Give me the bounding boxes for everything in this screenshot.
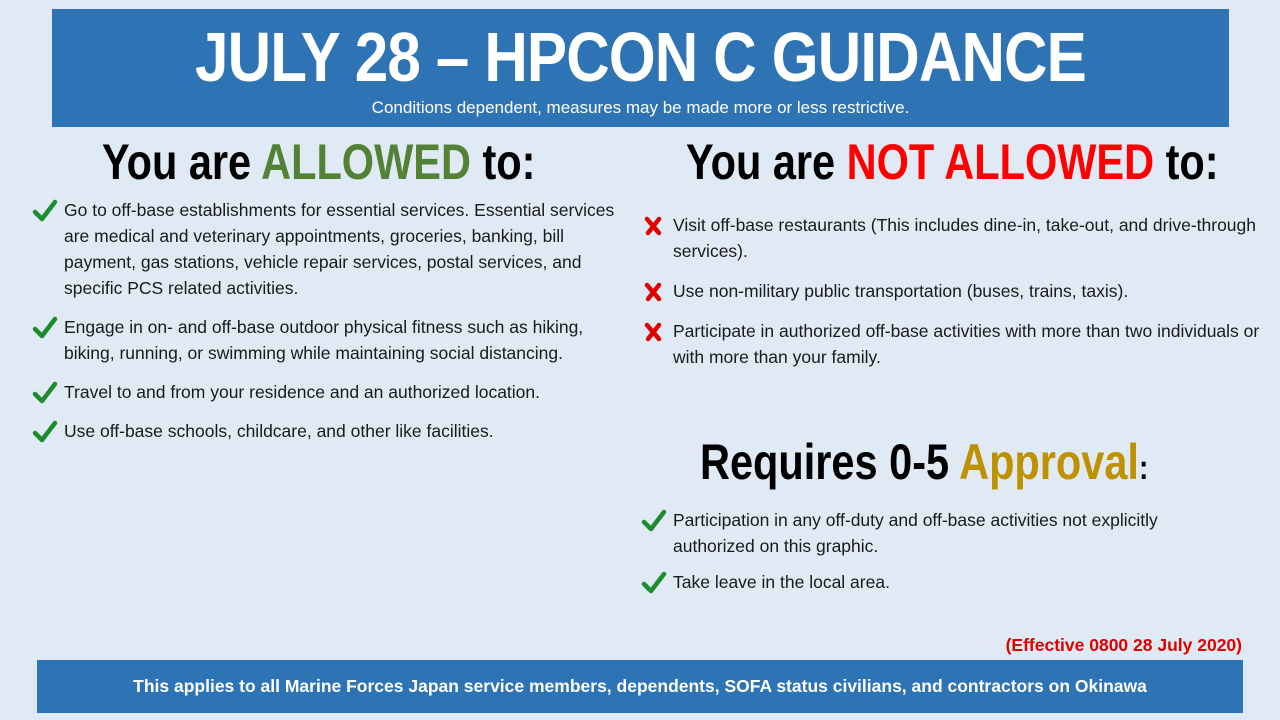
not-allowed-list (641, 212, 1266, 384)
title-banner (52, 9, 1229, 127)
footer-banner: This applies to all Marine Forces Japan service members, dependents, SOFA status civilians, and contractors on Okinawa (37, 660, 1243, 713)
list-item (641, 507, 1241, 559)
effective-date: (Effective 0800 28 July 2020) (1005, 635, 1242, 655)
not-allowed-keyword: NOT ALLOWED (846, 134, 1155, 190)
list-item-text: Use non-military public transportation (buses, trains, taxis). (673, 281, 1129, 301)
page-subtitle: Conditions dependent, measures may be made more or less restrictive. (371, 98, 910, 117)
list-item (32, 314, 622, 366)
approval-keyword: Approval (959, 434, 1139, 490)
list-item-text: Take leave in the local area. (673, 572, 890, 592)
not-allowed-heading-suffix: to: (1154, 134, 1219, 190)
checkmark-icon (32, 198, 58, 224)
not-allowed-heading-prefix: You are (686, 134, 847, 190)
list-item (641, 569, 1241, 595)
list-item (641, 278, 1266, 304)
list-item-text: Use off-base schools, childcare, and other like facilities. (64, 421, 494, 441)
not-allowed-heading (686, 132, 1219, 192)
list-item-text: Engage in on- and off-base outdoor physical fitness such as hiking, biking, running, or swimming while maintaining social distancing. (64, 317, 584, 363)
approval-heading (700, 432, 1148, 498)
cross-icon (641, 213, 667, 239)
checkmark-icon (32, 380, 58, 406)
list-item (641, 318, 1266, 370)
list-item (32, 418, 622, 444)
allowed-heading-prefix: You are (102, 134, 262, 190)
checkmark-icon (641, 508, 667, 534)
allowed-heading-suffix: to: (470, 134, 536, 190)
list-item (641, 212, 1266, 264)
list-item-text: Travel to and from your residence and an authorized location. (64, 382, 541, 402)
list-item-text: Participate in authorized off-base activities with more than two individuals or with more than your family. (673, 321, 1260, 367)
approval-list (641, 507, 1241, 605)
allowed-heading (102, 132, 535, 192)
approval-heading-suffix: : (1138, 449, 1149, 487)
list-item (32, 379, 622, 405)
cross-icon (641, 319, 667, 345)
checkmark-icon (641, 570, 667, 596)
checkmark-icon (32, 419, 58, 445)
allowed-keyword: ALLOWED (261, 134, 471, 190)
approval-heading-prefix: Requires 0-5 (700, 434, 960, 490)
allowed-list (32, 197, 622, 457)
list-item-text: Participation in any off-duty and off-base activities not explicitly authorized on this graphic. (673, 510, 1158, 556)
checkmark-icon (32, 315, 58, 341)
list-item (32, 197, 622, 301)
page-title: JULY 28 – HPCON C GUIDANCE (195, 18, 1086, 96)
list-item-text: Visit off-base restaurants (This includes dine-in, take-out, and drive-through services). (673, 215, 1256, 261)
list-item-text: Go to off-base establishments for essential services. Essential services are medical and veterinary appointments, groceries, banking, bill payment, gas stations, vehicle repair services, postal services, and specific PCS related activities. (64, 200, 615, 298)
cross-icon (641, 279, 667, 305)
